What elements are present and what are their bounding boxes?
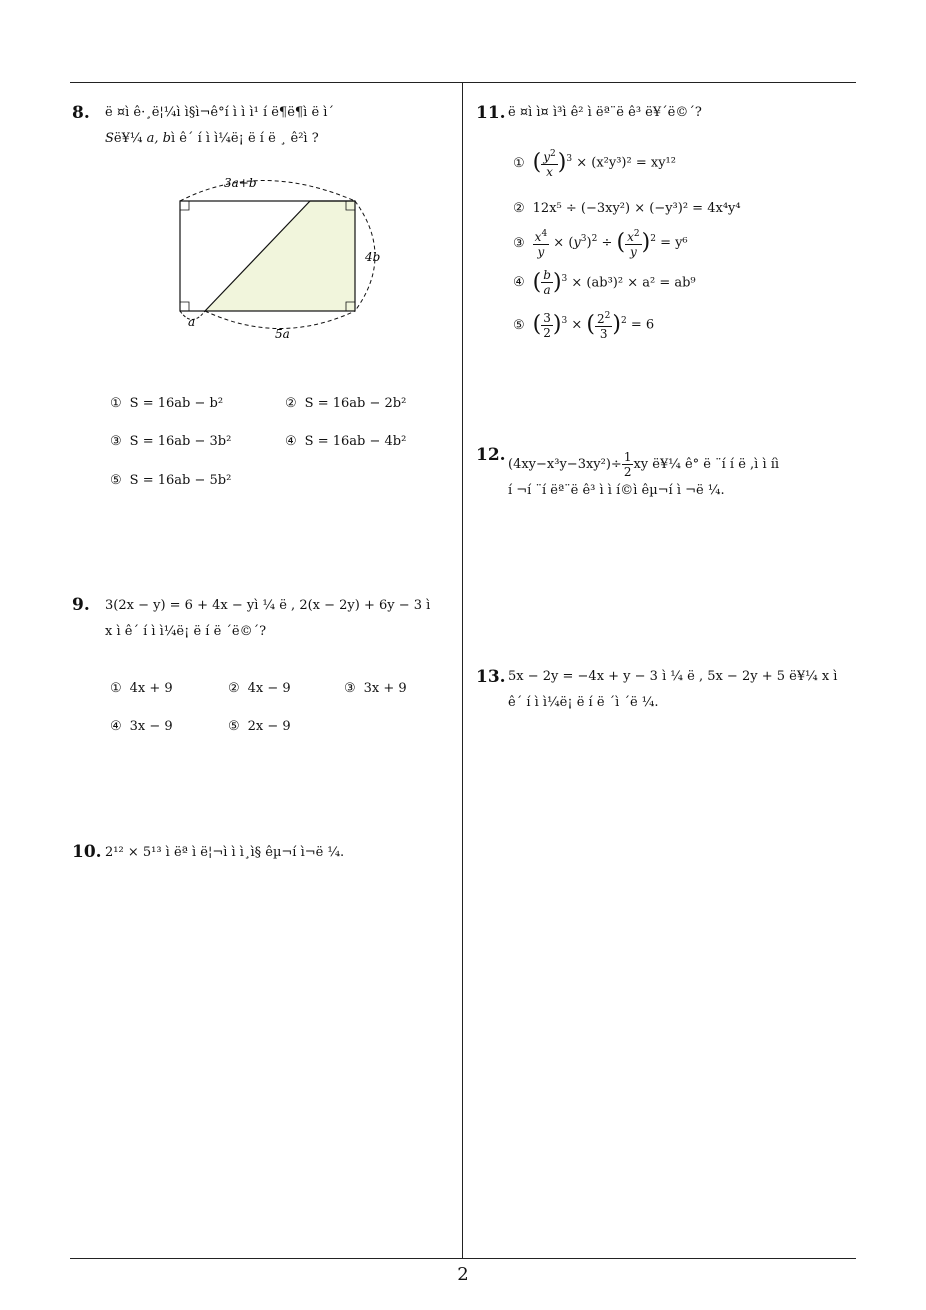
q8-stem-line2 — [105, 126, 319, 152]
column-divider — [462, 83, 463, 1258]
q8-option-1-mark: ① — [110, 396, 122, 411]
q13-number: 13. — [476, 667, 506, 687]
q11-option-5[interactable]: ⑤ ( $\frac{3}{2}$ )$^3$ × ( $\frac{2^2}{3}$ )$^2$ = 6 — [513, 310, 655, 341]
q11-opt5-frac1: $\frac{3}{2}$ — [543, 310, 551, 340]
q11-option-4[interactable]: ④ ( $\frac{b}{a}$ )$^3$ × (ab³)² × a² = ab⁹ — [513, 268, 696, 298]
q11-opt3-frac2: $\frac{x^2}{y}$ — [627, 229, 640, 259]
q8-option-1[interactable] — [110, 393, 223, 415]
q9-option-5-text: 2x − 9 — [247, 719, 291, 734]
q8-option-4-mark: ④ — [285, 434, 297, 449]
q8-option-3-mark: ③ — [110, 434, 122, 449]
q11-option-4-text: × (ab³)² × a² = ab⁹ — [571, 275, 696, 291]
q9-option-3[interactable] — [344, 678, 407, 700]
q8-label-bottom: 5a — [275, 327, 290, 341]
q8-label-a: a — [188, 315, 196, 329]
q9-option-1-mark: ① — [110, 681, 122, 696]
q9-option-3-text: 3x + 9 — [363, 681, 407, 696]
q11-opt5-frac2: $\frac{2^2}{3}$ — [596, 311, 611, 341]
q9-option-4-text: 3x − 9 — [129, 719, 173, 734]
q11-option-1[interactable]: ① ( $\frac{y^2}{x}$ )$^3$ × (x²y³)² = xy¹² — [513, 149, 676, 179]
q9-option-3-mark: ③ — [344, 681, 356, 696]
q8-arc-top — [180, 181, 355, 202]
q13-stem-line2: ê´ í ì ì¼ë¡ ë í ë ´ì ´ë ¼. — [508, 695, 659, 710]
q8-option-5[interactable] — [110, 470, 231, 492]
q8-stem-2d: ì ê´ í ì ì¼ë¡ ë í ë ¸ ê²ì ? — [170, 131, 319, 146]
q11-option-4-mark: ④ — [513, 275, 525, 291]
q12-stem-line1 — [508, 450, 779, 479]
q9-option-4[interactable] — [110, 716, 173, 738]
q8-number: 8. — [72, 103, 90, 123]
q8-var-ab: a, b — [146, 131, 171, 146]
q10-number: 10. — [72, 842, 102, 862]
q8-option-2[interactable] — [285, 393, 406, 415]
q8-figure — [160, 168, 390, 348]
q11-option-2-text: 12x⁵ ÷ (−3xy²) × (−y³)² = 4x⁴y⁴ — [532, 201, 741, 216]
q13-stem-line1: 5x − 2y = −4x + y − 3 ì ¼ ë , 5x − 2y + 5 ë¥¼ x ì — [508, 669, 838, 684]
q11-stem: ë ¤ì ì¤ ì³ì ê² ì ëª¨ë ê³ ë¥´ë©´? — [508, 105, 702, 120]
q12-half-frac: $\frac{1}{2}$ — [623, 450, 632, 479]
q8-option-4[interactable] — [285, 431, 406, 453]
q8-var-s: S — [105, 131, 114, 146]
q8-option-5-mark: ⑤ — [110, 473, 122, 488]
q11-option-3-text: = y⁶ — [660, 235, 688, 251]
q11-opt1-frac: $\frac{y^2}{x}$ — [543, 149, 556, 179]
q11-option-3-mark: ③ — [513, 235, 525, 251]
q9-number: 9. — [72, 595, 90, 615]
q9-option-5-mark: ⑤ — [228, 719, 240, 734]
q8-right-angle-tl — [180, 201, 189, 210]
q8-option-2-mark: ② — [285, 396, 297, 411]
q9-stem-line2: x ì ê´ í ì ì¼ë¡ ë í ë ´ë©´? — [105, 624, 267, 639]
q8-option-1-text: S = 16ab − b² — [129, 396, 224, 411]
q11-opt3-frac1: $\frac{x^4}{y}$ — [534, 229, 548, 259]
q9-option-2-text: 4x − 9 — [247, 681, 291, 696]
bottom-rule — [70, 1258, 856, 1259]
q11-option-1-text: × (x²y³)² = xy¹² — [576, 155, 676, 171]
q9-option-1-text: 4x + 9 — [129, 681, 173, 696]
q8-label-top: 3a+b — [224, 176, 257, 190]
q8-stem-line1: ë ¤ì ê·¸ë¦¼ì ì§ì¬ê°í ì ì ì¹ í ë¶ë¶ì ë ì´ — [105, 105, 334, 120]
q11-option-2-mark: ② — [513, 201, 525, 216]
q11-option-1-mark: ① — [513, 155, 525, 171]
q8-option-3[interactable] — [110, 431, 231, 453]
q12-expr: (4xy−x³y−3xy²)÷ — [508, 457, 622, 472]
q9-option-1[interactable] — [110, 678, 173, 700]
q12-stem-rest: xy ë¥¼ ê° ë ¨í í ë ,ì ì íì — [633, 457, 780, 472]
q11-option-2[interactable] — [513, 198, 741, 220]
q11-option-3[interactable]: ③ $\frac{x^4}{y}$ × $(y^3)^2$ ÷ ( $\frac{x^2}{y}$ )$^2$ = y⁶ — [513, 229, 688, 259]
q10-stem: 2¹² × 5¹³ ì ëª ì ë¦¬ì ì ì¸ì§ êµ¬í ì¬ë ¼. — [105, 845, 345, 860]
q11-option-5-text: = 6 — [630, 317, 655, 333]
q9-option-4-mark: ④ — [110, 719, 122, 734]
q8-option-4-text: S = 16ab − 4b² — [304, 434, 407, 449]
q9-option-2-mark: ② — [228, 681, 240, 696]
q8-right-angle-bl — [180, 302, 189, 311]
q11-number: 11. — [476, 103, 506, 123]
q9-stem-line1: 3(2x − y) = 6 + 4x − yì ¼ ë , 2(x − 2y) + 6y − 3 ì — [105, 598, 431, 613]
q11-option-5-mark: ⑤ — [513, 317, 525, 333]
q8-option-5-text: S = 16ab − 5b² — [129, 473, 232, 488]
q8-option-3-text: S = 16ab − 3b² — [129, 434, 232, 449]
q8-stem-2b: ë¥¼ — [113, 131, 147, 146]
q8-option-2-text: S = 16ab − 2b² — [304, 396, 407, 411]
page-number: 2 — [457, 1264, 469, 1285]
q8-shaded-region — [205, 201, 355, 311]
q9-option-2[interactable] — [228, 678, 291, 700]
top-rule — [70, 82, 856, 83]
q11-opt4-frac: $\frac{b}{a}$ — [543, 268, 551, 298]
q8-label-right: 4b — [365, 250, 381, 264]
q12-stem-line2: í ¬í ¨í ëª¨ë ê³ ì ì í©ì êµ¬í ì ¬ë ¼. — [508, 483, 725, 498]
q12-number: 12. — [476, 445, 506, 465]
q8-arc-bottom — [205, 311, 355, 329]
q9-option-5[interactable] — [228, 716, 291, 738]
